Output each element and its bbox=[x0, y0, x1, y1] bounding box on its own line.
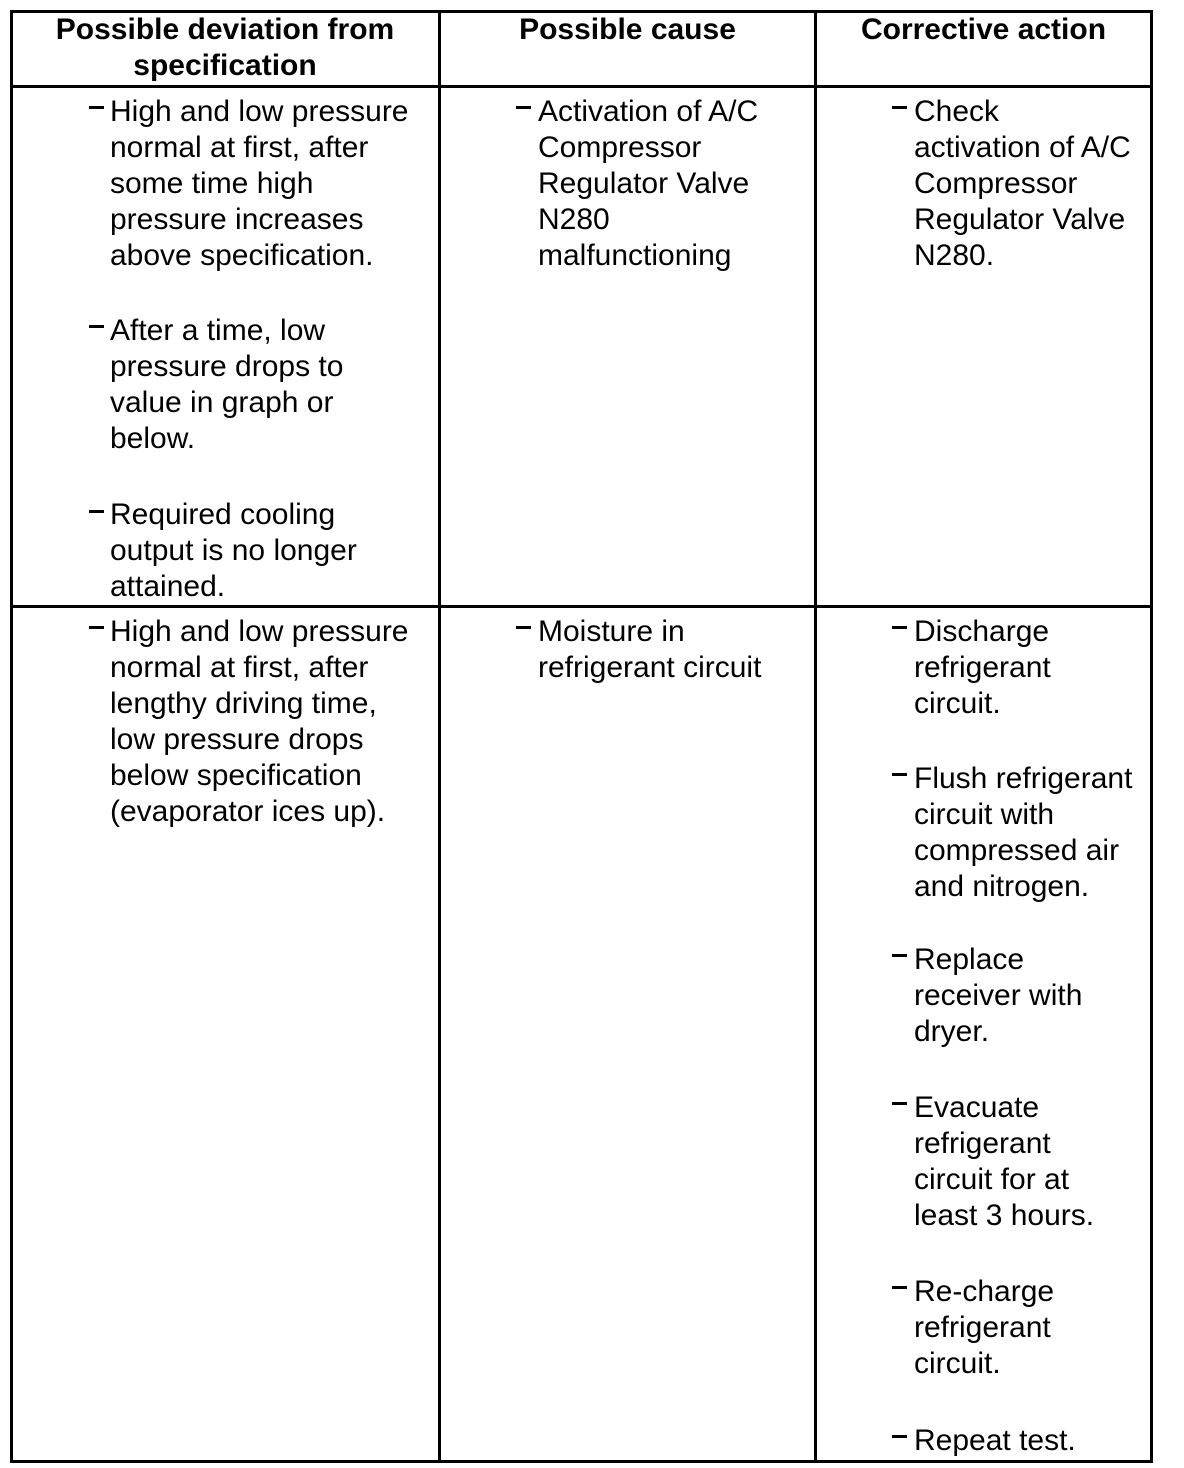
bullet-dash-icon bbox=[892, 1435, 907, 1438]
bullet-dash-icon bbox=[89, 106, 104, 109]
header-deviation: Possible deviation from specification bbox=[55, 13, 395, 82]
bullet-dash-icon bbox=[892, 1102, 907, 1105]
bullet-dash-icon bbox=[89, 325, 104, 328]
row1-action-item-1: Check activation of A/C Compressor Regulator Valve N280. bbox=[914, 95, 1131, 272]
bullet-dash-icon bbox=[892, 773, 907, 776]
table-border-right bbox=[1150, 10, 1153, 1463]
row1-deviation-item-1: High and low pressure normal at first, after some time high pressure increases above specification. bbox=[110, 95, 409, 272]
bullet-dash-icon bbox=[892, 106, 907, 109]
header-divider bbox=[10, 85, 1153, 88]
row-divider bbox=[10, 605, 1153, 608]
row1-deviation-item-2: After a time, low pressure drops to value in graph or below. bbox=[110, 314, 344, 455]
column-divider-2 bbox=[814, 10, 817, 1463]
header-cause: Possible cause bbox=[519, 13, 736, 46]
table-border-bottom bbox=[10, 1460, 1153, 1463]
row1-cause-item-1: Activation of A/C Compressor Regulator Valve N280 malfunctioning bbox=[538, 95, 759, 272]
row2-deviation-item-1: High and low pressure normal at first, after lengthy driving time, low pressure drops below specification (evaporator ices up). bbox=[110, 615, 409, 828]
table-border-left bbox=[10, 10, 13, 1463]
row2-cause-item-1: Moisture in refrigerant circuit bbox=[538, 615, 762, 684]
bullet-dash-icon bbox=[89, 510, 104, 513]
bullet-dash-icon bbox=[892, 954, 907, 957]
column-divider-1 bbox=[438, 10, 441, 1463]
bullet-dash-icon bbox=[516, 106, 531, 109]
row1-deviation-item-3: Required cooling output is no longer attained. bbox=[110, 498, 357, 603]
row2-action-item-2: Flush refrigerant circuit with compressed air and nitrogen. bbox=[914, 762, 1133, 903]
bullet-dash-icon bbox=[892, 1286, 907, 1289]
bullet-dash-icon bbox=[516, 626, 531, 629]
row2-action-item-4: Evacuate refrigerant circuit for at least 3 hours. bbox=[914, 1091, 1095, 1232]
bullet-dash-icon bbox=[89, 626, 104, 629]
header-action: Corrective action bbox=[860, 13, 1107, 46]
row2-action-item-6: Repeat test. bbox=[914, 1424, 1076, 1457]
row2-action-item-3: Replace receiver with dryer. bbox=[914, 943, 1083, 1048]
row2-action-item-5: Re-charge refrigerant circuit. bbox=[914, 1275, 1055, 1380]
bullet-dash-icon bbox=[892, 626, 907, 629]
row2-action-item-1: Discharge refrigerant circuit. bbox=[914, 615, 1051, 720]
